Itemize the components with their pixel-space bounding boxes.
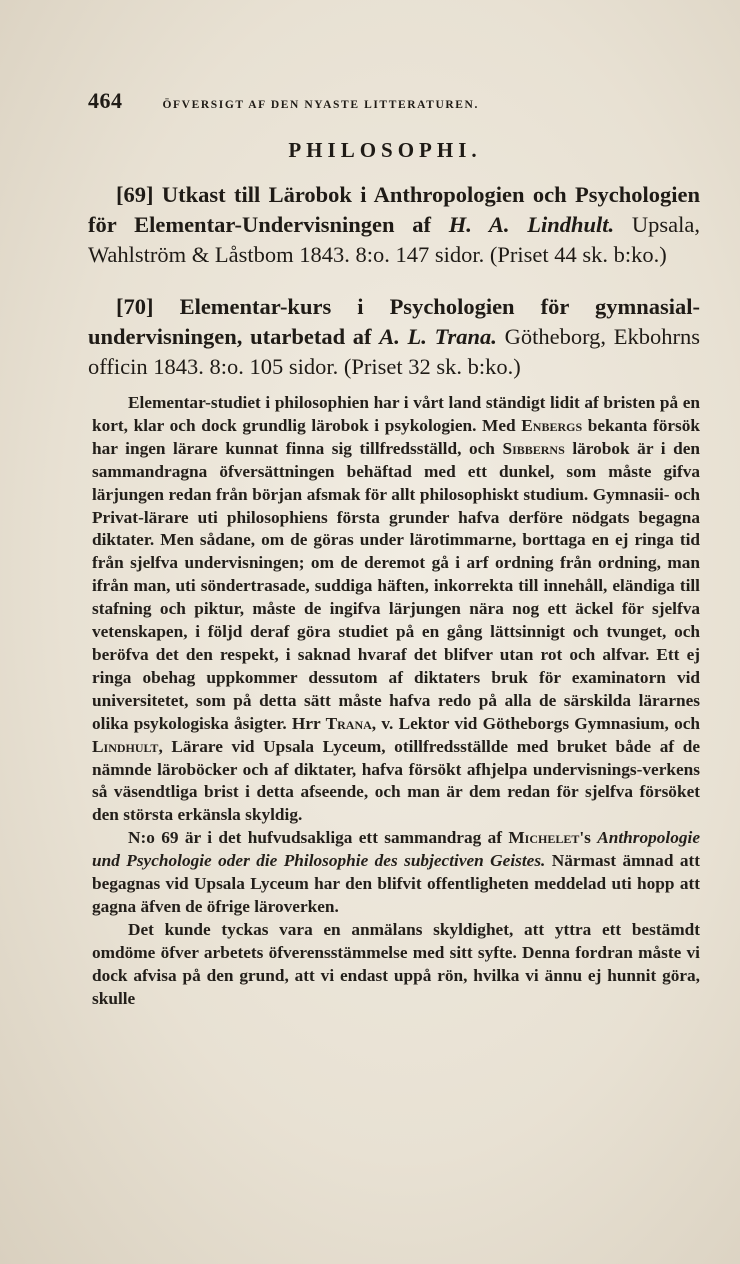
name-lindhult: Lindhult [92,736,159,756]
section-title: PHILOSOPHI. [288,138,482,162]
paragraph-1 [92,392,700,827]
page-number: 464 [88,88,123,113]
paragraph-3: Det kunde tyckas vara en anmälans skyldighet, att yttra ett bestämdt omdöme öfver arbetets öfverensstämmelse med sitt syfte. Denna fordran måste vi dock afvisa på den grund, att vi endast uppå rön, hvilka vi ännu ej hunnit göra, skulle [92,919,700,1008]
entry-publication: Götheborg, Ekbohrns officin 1843. 8:o. 105 sidor. (Priset 32 sk. b:ko.) [88,324,700,379]
text-run: , v. Lektor vid Götheborgs Gymnasium, och [371,713,700,733]
text-run: bekanta försök har ingen lärare kunnat finna sig tillfredsställd, och [92,415,700,458]
entry-author: A. L. Trana. [379,324,497,349]
name-trana: Trana [325,713,372,733]
name-michelet: Michelet [508,828,580,848]
name-enberg: Enbergs [521,415,583,435]
entry-number: [70] [116,294,154,319]
entry-title: Utkast till Lärobok i Anthropologien och Psychologien för Elementar-Undervisningen af [88,182,700,237]
entry-number: [69] [116,182,154,207]
bibliography-entry-69 [88,180,700,270]
entry-publication: Upsala, Wahlström & Låstbom 1843. 8:o. 147 sidor. (Priset 44 sk. b:ko.) [88,212,700,267]
book-title-italic: Anthropologie und Psychologie oder die Philosophie des subjectiven Geistes. [92,828,700,871]
entry-author: H. A. Lindhult. [448,212,615,237]
entry-title: Elementar-kurs i Psychologien för gymnasial-undervisningen, utarbetad af [88,294,701,349]
bibliography-entry-70 [88,292,700,382]
text-run: Elementar-studiet i philosophien har i vårt land ständigt lidit af bristen på en kort, klar och dock grundlig lärobok i psykologien. Med [92,393,700,435]
text-run: N:o 69 är i det hufvudsakliga ett sammandrag af [128,828,509,848]
review-body [92,392,700,1010]
name-sibbern: Sibberns [502,438,565,458]
running-head: ÖFVERSIGT AF DEN NYASTE LITTERATUREN. [162,99,479,111]
text-run: Närmast ämnad att begagnas vid Upsala Lyceum har den blifvit offentligheten meddelad uti hopp att gagna äfven de öfrige läroverken. [92,851,700,916]
page-header [88,88,628,114]
paragraph-2 [92,827,700,919]
text-run: 's [579,828,598,848]
text-run: , Lärare vid Upsala Lyceum, otillfredsställde med bruket både af de nämnde läroböcker och af diktater, hafva försökt afhjelpa undervisnings-verkens så väsendtliga brist i detta afseende, och man är dem redan för sjelfva försöket den största erkänsla skyldig. [92,736,700,825]
text-run: lärobok är i den sammandragna öfversättningen behäftad med ett dunkel, som måste gifva lärjungen redan från början afsmak för allt philosophiskt studium. Gymnasii- och Privat-lärare uti philosophiens första grunder hafva derföre nödgats begagna diktater. Men sådane, om de göras under lärotimmarne, borttaga en ej ringa tid från sjelfva undervisningen; om de deremot gå i arf ordning från ordning, man ifrån man, uti söndertrasade, suddiga häften, inkorrekta till innehåll, eländiga till stafning och piktur, måste de ingifva lärjungen nära nog ett äckel för sjelfva vetenskapen, i följd deraf göra studiet på en gång lättsinnigt och tvunget, och beröfva det den respekt, i saknad hvaraf det blifver utan rot och alfvar. Ett ej ringa obehag uppkommer dessutom af diktaters bruk för examinatorn vid universitetet, som på detta sätt måste hafva redo på alla de särskilda lärarnes olika psykologiska åsigter. Hrr [92,438,700,733]
